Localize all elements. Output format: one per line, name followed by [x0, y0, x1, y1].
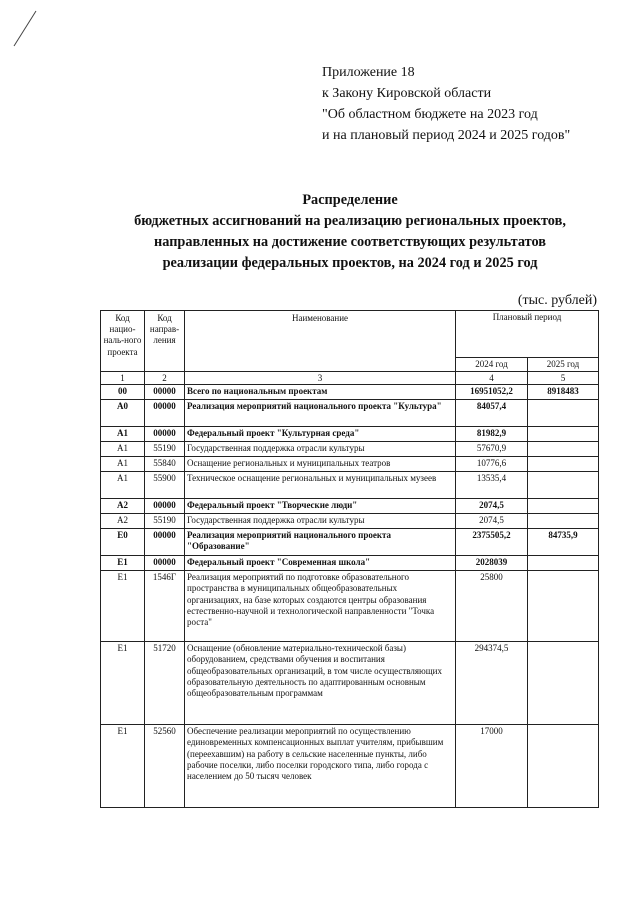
appendix-line: и на плановый период 2024 и 2025 годов"	[322, 128, 571, 143]
row-value-2025-cell	[528, 556, 599, 571]
table-row	[101, 725, 599, 808]
row-code-cell: А1	[101, 457, 145, 472]
appendix-header	[322, 62, 570, 146]
row-direction-cell: 00000	[145, 427, 185, 442]
row-code-cell: А0	[101, 400, 145, 427]
row-direction-cell: 00000	[145, 385, 185, 400]
pen-stroke-mark	[12, 8, 42, 48]
row-code-cell: Е1	[101, 642, 145, 725]
appendix-line: к Закону Кировской области	[322, 86, 492, 101]
row-direction-cell: 55840	[145, 457, 185, 472]
row-value-2025-cell	[528, 472, 599, 499]
row-value-2025-cell	[528, 499, 599, 514]
row-direction-cell: 00000	[145, 400, 185, 427]
row-name-cell: Государственная поддержка отрасли культуры	[185, 514, 456, 529]
table-row	[101, 457, 599, 472]
row-code-cell: А2	[101, 499, 145, 514]
row-value-2024-cell: 2375505,2	[456, 529, 528, 556]
title-line: бюджетных ассигнований на реализацию региональных проектов,	[134, 213, 566, 229]
row-name-cell: Федеральный проект "Культурная среда"	[185, 427, 456, 442]
row-value-2025-cell	[528, 725, 599, 808]
row-value-2024-cell: 16951052,2	[456, 385, 528, 400]
row-value-2025-cell	[528, 442, 599, 457]
appendix-line: "Об областном бюджете на 2023 год	[322, 107, 538, 122]
row-name-cell: Оснащение региональных и муниципальных театров	[185, 457, 456, 472]
row-value-2024-cell: 13535,4	[456, 472, 528, 499]
row-code-cell: Е1	[101, 725, 145, 808]
row-name-cell: Всего по национальным проектам	[185, 385, 456, 400]
header-code: Код нацио-наль-ного проекта	[101, 311, 145, 372]
row-code-cell: А2	[101, 514, 145, 529]
table-row	[101, 529, 599, 556]
row-direction-cell: 51720	[145, 642, 185, 725]
row-code-cell: Е0	[101, 529, 145, 556]
row-name-cell: Государственная поддержка отрасли культуры	[185, 442, 456, 457]
row-name-cell: Оснащение (обновление материально-технической базы) оборудованием, средствами обучения и воспитания общеобразовательных организаций, в том числе осуществляющих образовательную деятельность по адаптированным основным общеобразовательным программам	[185, 642, 456, 725]
row-value-2025-cell	[528, 642, 599, 725]
row-name-cell: Федеральный проект "Современная школа"	[185, 556, 456, 571]
row-value-2025-cell: 8918483	[528, 385, 599, 400]
title-line: Распределение	[302, 192, 398, 208]
table-row	[101, 571, 599, 642]
column-number: 5	[528, 372, 599, 385]
header-year-2025: 2025 год	[528, 358, 599, 372]
row-direction-cell: 00000	[145, 556, 185, 571]
row-value-2025-cell	[528, 457, 599, 472]
header-name: Наименование	[185, 311, 456, 372]
table-row	[101, 427, 599, 442]
row-direction-cell: 55190	[145, 442, 185, 457]
row-direction-cell: 00000	[145, 499, 185, 514]
row-value-2024-cell: 294374,5	[456, 642, 528, 725]
budget-table-body	[101, 385, 599, 808]
column-number: 3	[185, 372, 456, 385]
row-value-2024-cell: 2074,5	[456, 514, 528, 529]
row-name-cell: Федеральный проект "Творческие люди"	[185, 499, 456, 514]
row-value-2025-cell	[528, 400, 599, 427]
row-name-cell: Реализация мероприятий национального проекта "Культура"	[185, 400, 456, 427]
row-name-cell: Техническое оснащение региональных и муниципальных музеев	[185, 472, 456, 499]
row-value-2025-cell	[528, 514, 599, 529]
row-name-cell: Обеспечение реализации мероприятий по осуществлению единовременных компенсационных выплат учителям, прибывшим (переехавшим) на работу в сельские населенные пункты, либо рабочие поселки, либо поселки городского типа, либо города с населением до 50 тысяч человек	[185, 725, 456, 808]
table-row	[101, 400, 599, 427]
row-code-cell: А1	[101, 472, 145, 499]
row-value-2024-cell: 10776,6	[456, 457, 528, 472]
table-row	[101, 642, 599, 725]
header-year-2024: 2024 год	[456, 358, 528, 372]
table-row	[101, 385, 599, 400]
row-value-2025-cell: 84735,9	[528, 529, 599, 556]
row-direction-cell: 55190	[145, 514, 185, 529]
table-row	[101, 499, 599, 514]
document-title	[100, 190, 600, 274]
units-label: (тыс. рублей)	[517, 293, 597, 308]
appendix-line: Приложение 18	[322, 65, 415, 80]
table-row	[101, 472, 599, 499]
row-code-cell: А1	[101, 442, 145, 457]
row-value-2024-cell: 84057,4	[456, 400, 528, 427]
row-value-2025-cell	[528, 571, 599, 642]
row-value-2024-cell: 2074,5	[456, 499, 528, 514]
table-row	[101, 442, 599, 457]
column-number: 4	[456, 372, 528, 385]
table-row	[101, 514, 599, 529]
row-name-cell: Реализация мероприятий по подготовке образовательного пространства в муниципальных общеобразовательных организациях, на базе которых создаются центры образования естественно-научной и технологической направленности "Точка роста"	[185, 571, 456, 642]
row-code-cell: Е1	[101, 556, 145, 571]
header-period: Плановый период	[456, 311, 599, 358]
row-name-cell: Реализация мероприятий национального проекта "Образование"	[185, 529, 456, 556]
title-line: реализации федеральных проектов, на 2024 год и 2025 год	[162, 255, 538, 271]
row-value-2024-cell: 57670,9	[456, 442, 528, 457]
header-direction: Код направ-ления	[145, 311, 185, 372]
row-code-cell: Е1	[101, 571, 145, 642]
column-number: 1	[101, 372, 145, 385]
row-direction-cell: 00000	[145, 529, 185, 556]
row-value-2024-cell: 25800	[456, 571, 528, 642]
row-code-cell: А1	[101, 427, 145, 442]
table-row	[101, 556, 599, 571]
budget-table	[100, 310, 599, 808]
row-code-cell: 00	[101, 385, 145, 400]
row-value-2024-cell: 81982,9	[456, 427, 528, 442]
title-line: направленных на достижение соответствующих результатов	[154, 234, 546, 250]
row-value-2024-cell: 17000	[456, 725, 528, 808]
row-value-2025-cell	[528, 427, 599, 442]
row-direction-cell: 52560	[145, 725, 185, 808]
column-number: 2	[145, 372, 185, 385]
row-direction-cell: 1546Г	[145, 571, 185, 642]
row-direction-cell: 55900	[145, 472, 185, 499]
row-value-2024-cell: 2028039	[456, 556, 528, 571]
